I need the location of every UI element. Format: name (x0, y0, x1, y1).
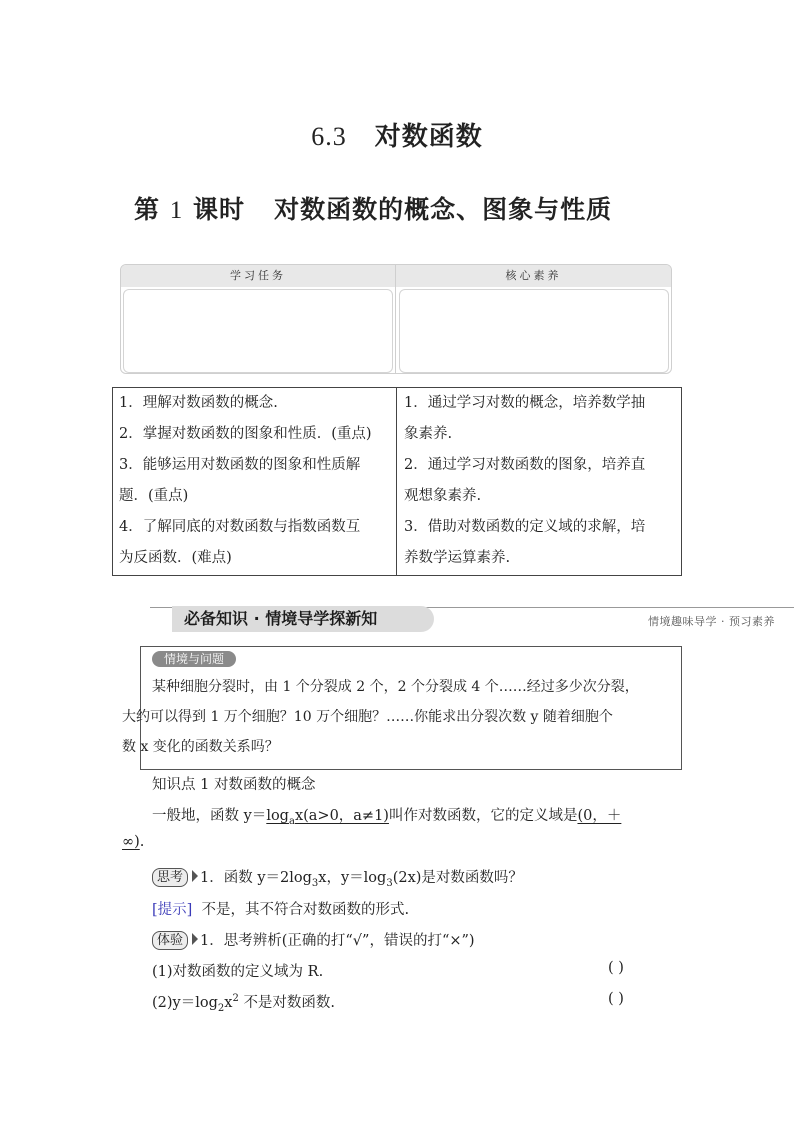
header-learning-tasks: 学习任务 (230, 269, 286, 282)
exercise-item-1: (1)对数函数的定义域为 R. (152, 964, 324, 980)
learning-tasks-cell (119, 388, 372, 574)
think-q-b: 3 (311, 877, 319, 889)
task-header-table (120, 264, 672, 374)
literacy-line: 观想象素养. (404, 488, 482, 504)
banner-label: 必备知识 · 情境导学探新知 (184, 609, 378, 628)
knowledge-heading: 知识点 1 对数函数的概念 (152, 777, 316, 793)
think-question (152, 866, 523, 889)
definition-line (152, 804, 621, 827)
task-line: 为反函数．(难点) (119, 550, 232, 566)
hint-label: [提示] (152, 902, 193, 918)
header-right-box (399, 289, 669, 373)
literacy-line: 养数学运算素养. (404, 550, 511, 566)
def-base: a (288, 815, 295, 827)
item2-e: 不是对数函数. (243, 995, 336, 1011)
hint-text: 不是，其不符合对数函数的形式. (201, 902, 410, 918)
exercise-intro-text: 1．思考辨析(正确的打“√”，错误的打“×”) (200, 933, 475, 949)
literacy-line: 3．借助对数函数的定义域的求解，培 (404, 519, 646, 535)
table-divider (396, 388, 397, 575)
tag-arrow-icon (192, 933, 198, 945)
answer-blank-2[interactable]: ( ) (608, 991, 624, 1007)
def-function (266, 808, 389, 827)
scenario-tag: 情境与问题 (152, 651, 236, 667)
section-title (0, 116, 794, 153)
think-hint (152, 898, 409, 919)
exercise-intro (152, 929, 475, 950)
lesson-name: 对数函数的概念、图象与性质 (274, 195, 613, 224)
header-core-literacy: 核心素养 (505, 269, 562, 282)
think-q-e: (2x)是对数函数吗？ (392, 870, 523, 886)
answer-blank-1[interactable]: ( ) (608, 960, 624, 976)
section-number: 6.3 (311, 122, 347, 151)
item2-d: 2 (232, 993, 239, 1005)
think-q-c: x，y＝log (318, 870, 387, 886)
tag-arrow-icon (192, 870, 198, 882)
header-divider (395, 265, 396, 373)
exercise-tag: 体验 (152, 931, 188, 950)
think-tag: 思考 (152, 868, 188, 887)
item2-b: 2 (217, 1002, 225, 1014)
def-end: . (139, 834, 145, 850)
task-line: 3．能够运用对数函数的图象和性质解 (119, 457, 361, 473)
core-literacy-cell (404, 388, 645, 574)
exercise-item-2 (152, 991, 335, 1014)
literacy-line: 1．通过学习对数的概念，培养数学抽 (404, 395, 646, 411)
item2-c: x (224, 995, 233, 1011)
think-q-d: 3 (386, 877, 393, 889)
item2-a: (2)y＝log (152, 995, 218, 1011)
scenario-line: 数 x 变化的函数关系吗？ (122, 739, 279, 755)
scenario-line: 某种细胞分裂时，由 1 个分裂成 2 个，2 个分裂成 4 个……经过多少次分裂， (152, 679, 639, 695)
def-domain-b: ∞) (122, 834, 140, 850)
definition-line-2 (122, 834, 144, 850)
def-cond: x(a>0，a≠1) (294, 808, 389, 824)
lesson-title (134, 190, 612, 226)
task-line: 4．了解同底的对数函数与指数函数互 (119, 519, 361, 535)
task-line: 1．理解对数函数的概念. (119, 395, 278, 411)
literacy-line: 2．通过学习对数函数的图象，培养直 (404, 457, 646, 473)
task-line: 题．(重点) (119, 488, 189, 504)
lesson-suffix: 课时 (192, 195, 245, 224)
header-left-box (123, 289, 393, 373)
task-line: 2．掌握对数函数的图象和性质．(重点) (119, 426, 372, 442)
literacy-line: 象素养. (404, 426, 453, 442)
def-log: log (266, 808, 289, 824)
section-name: 对数函数 (374, 122, 483, 152)
think-q-a: 1．函数 y＝2log (200, 870, 312, 886)
banner-subtitle: 情境趣味导学 · 预习素养 (648, 615, 775, 628)
lesson-prefix: 第 (134, 195, 161, 224)
scenario-line: 大约可以得到 1 万个细胞？10 万个细胞？……你能求出分裂次数 y 随着细胞个 (122, 709, 613, 725)
def-domain-a: (0，＋ (577, 808, 622, 824)
lesson-number: 1 (169, 197, 184, 224)
def-prefix: 一般地，函数 y＝ (152, 808, 267, 824)
def-mid: 叫作对数函数，它的定义域是 (388, 808, 578, 824)
task-content-table (112, 387, 682, 576)
